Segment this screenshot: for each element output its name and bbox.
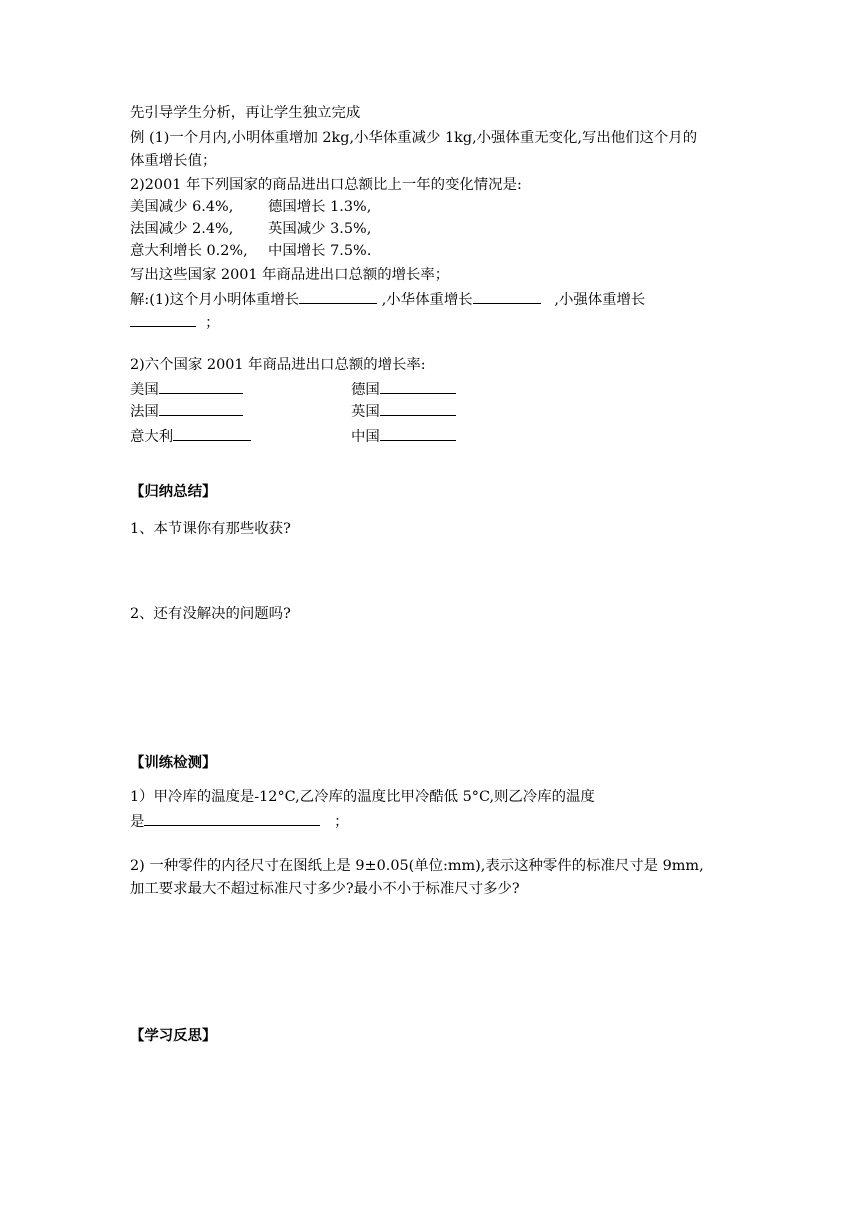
example-q2-line1: 2)2001 年下列国家的商品进出口总额比上一年的变化情况是:	[130, 177, 522, 193]
blank-germany[interactable]	[380, 378, 456, 394]
training-q1-prefix: 是	[130, 814, 145, 830]
country-label: 中国	[351, 429, 380, 445]
blank-usa[interactable]	[159, 378, 243, 394]
blank-warehouse-temp[interactable]	[144, 810, 320, 826]
solution-part1-b: ,小华体重增长	[381, 292, 473, 308]
example-row-3-a: 意大利增长 0.2%,	[130, 243, 248, 259]
solution-part1-end: ；	[205, 315, 220, 331]
example-row-3-b: 中国增长 7.5%.	[268, 243, 372, 259]
training-q1-line2	[130, 810, 349, 832]
country-label: 英国	[351, 404, 380, 420]
country-label: 美国	[130, 382, 159, 398]
example-q1-line1: 例 (1)一个月内,小明体重增加 2kg,小华体重减少 1kg,小强体重无变化,写出他们这个月的	[130, 130, 698, 146]
example-q1-line2: 体重增长值；	[130, 153, 217, 169]
country-row-3-right	[351, 425, 456, 447]
blank-xiaoming[interactable]	[299, 288, 377, 304]
summary-heading: 【归纳总结】	[130, 483, 217, 500]
solution-part1-a: 解:(1)这个月小明体重增长	[130, 292, 300, 308]
blank-china[interactable]	[380, 425, 456, 441]
country-label: 意大利	[130, 429, 174, 445]
training-heading: 【训练检测】	[130, 754, 217, 771]
summary-q1: 1、本节课你有那些收获?	[130, 521, 291, 537]
country-row-2-right	[351, 400, 456, 422]
solution-part2-title: 2)六个国家 2001 年商品进出口总额的增长率:	[130, 357, 426, 373]
solution-part1-line2	[130, 311, 220, 333]
summary-q2: 2、还有没解决的问题吗?	[130, 606, 291, 622]
example-row-1-b: 德国增长 1.3%,	[268, 199, 372, 215]
training-q2-line1: 2) 一种零件的内径尺寸在图纸上是 9±0.05(单位:mm),表示这种零件的标准尺寸是 9mm,	[130, 858, 704, 874]
country-label: 法国	[130, 404, 159, 420]
example-row-2-a: 法国减少 2.4%,	[130, 221, 234, 237]
training-q1-suffix: ；	[334, 814, 349, 830]
example-q2-task: 写出这些国家 2001 年商品进出口总额的增长率；	[130, 267, 450, 283]
blank-xiaoqiang[interactable]	[130, 311, 196, 327]
blank-xiaohua[interactable]	[473, 288, 541, 304]
training-q2-line2: 加工要求最大不超过标准尺寸多少?最小不小于标准尺寸多少?	[130, 881, 520, 897]
intro-text: 先引导学生分析，再让学生独立完成	[130, 105, 361, 121]
solution-part1-line	[130, 288, 645, 310]
blank-italy[interactable]	[173, 425, 251, 441]
solution-part1-c: ,小强体重增长	[554, 292, 646, 308]
country-row-1-left	[130, 378, 243, 400]
example-row-2-b: 英国减少 3.5%,	[268, 221, 372, 237]
reflection-heading: 【学习反思】	[130, 1027, 217, 1044]
country-row-3-left	[130, 425, 251, 447]
country-label: 德国	[351, 382, 380, 398]
country-row-1-right	[351, 378, 456, 400]
example-row-1-a: 美国减少 6.4%,	[130, 199, 234, 215]
blank-france[interactable]	[159, 400, 243, 416]
blank-uk[interactable]	[380, 400, 456, 416]
training-q1-line1: 1）甲冷库的温度是-12°C,乙冷库的温度比甲冷酷低 5°C,则乙冷库的温度	[130, 789, 595, 805]
country-row-2-left	[130, 400, 243, 422]
